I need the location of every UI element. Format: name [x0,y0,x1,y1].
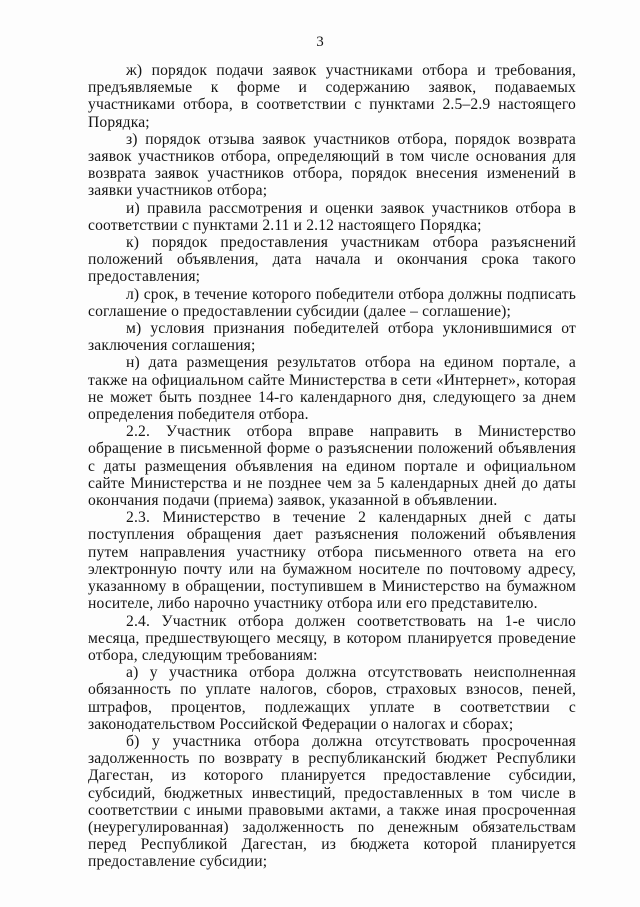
clause-2-4: 2.4. Участник отбора должен соответствовать на 1-е число месяца, предшествующего месяцу, в котором планируется проведение отбора, следующим требованиям: [88,612,576,664]
document-body [88,62,576,871]
paragraph-m: м) условия признания победителей отбора уклонившимися от заключения соглашения; [88,320,576,355]
paragraph-n: н) дата размещения результатов отбора на едином портале, а также на официальном сайте Министерства в сети «Интернет», которая не может быть позднее 14-го календарного дня, следующего за днем определения победителя отбора. [88,354,576,424]
paragraph-z: з) порядок отзыва заявок участников отбора, порядок возврата заявок участников отбора, определяющий в том числе основания для возврата заявок участников отбора, порядок внесения изменений в заявки участников отбора; [88,130,576,200]
paragraph-zh: ж) порядок подачи заявок участниками отбора и требования, предъявляемые к форме и содержанию заявок, подаваемых участниками отбора, в соответствии с пунктами 2.5–2.9 настоящего Порядка; [88,62,576,131]
clause-2-2: 2.2. Участник отбора вправе направить в Министерство обращение в письменной форме о разъяснении положений объявления с даты размещения объявления на едином портале и официальном сайте Министерства и не позднее чем за 5 календарных дней до даты окончания подачи (приема) заявок, указанной в объявлении. [88,423,576,510]
page-number: 3 [316,34,324,50]
paragraph-i: и) правила рассмотрения и оценки заявок участников отбора в соответствии с пунктами 2.11 и 2.12 настоящего Порядка; [88,199,576,234]
paragraph-l: л) срок, в течение которого победители отбора должны подписать соглашение о предоставлении субсидии (далее – соглашение); [88,285,576,320]
clause-2-3: 2.3. Министерство в течение 2 календарных дней с даты поступления обращения дает разъяснения положений объявления путем направления участнику отбора письменного ответа на его электронную почту или на бумажном носителе по почтовому адресу, указанному в обращении, поступившем в Министерство на бумажном носителе, либо нарочно участнику отбора или его представителю. [88,509,576,613]
paragraph-k: к) порядок предоставления участникам отбора разъяснений положений объявления, дата начала и окончания срока такого предоставления; [88,234,576,286]
requirement-a: а) у участника отбора должна отсутствовать неисполненная обязанность по уплате налогов, сборов, страховых взносов, пеней, штрафов, процентов, подлежащих уплате в соответствии с законодательством Российской Федерации о налогах и сборах; [88,664,576,733]
requirement-b: б) у участника отбора должна отсутствовать просроченная задолженность по возврату в республиканский бюджет Республики Дагестан, из которого планируется предоставление субсидии, субсидий, бюджетных инвестиций, предоставленных в том числе в соответствии с иными правовыми актами, а также иная просроченная (неурегулированная) задолженность по денежным обязательствам перед Республикой Дагестан, из бюджета которой планируется предоставление субсидии; [88,732,576,871]
